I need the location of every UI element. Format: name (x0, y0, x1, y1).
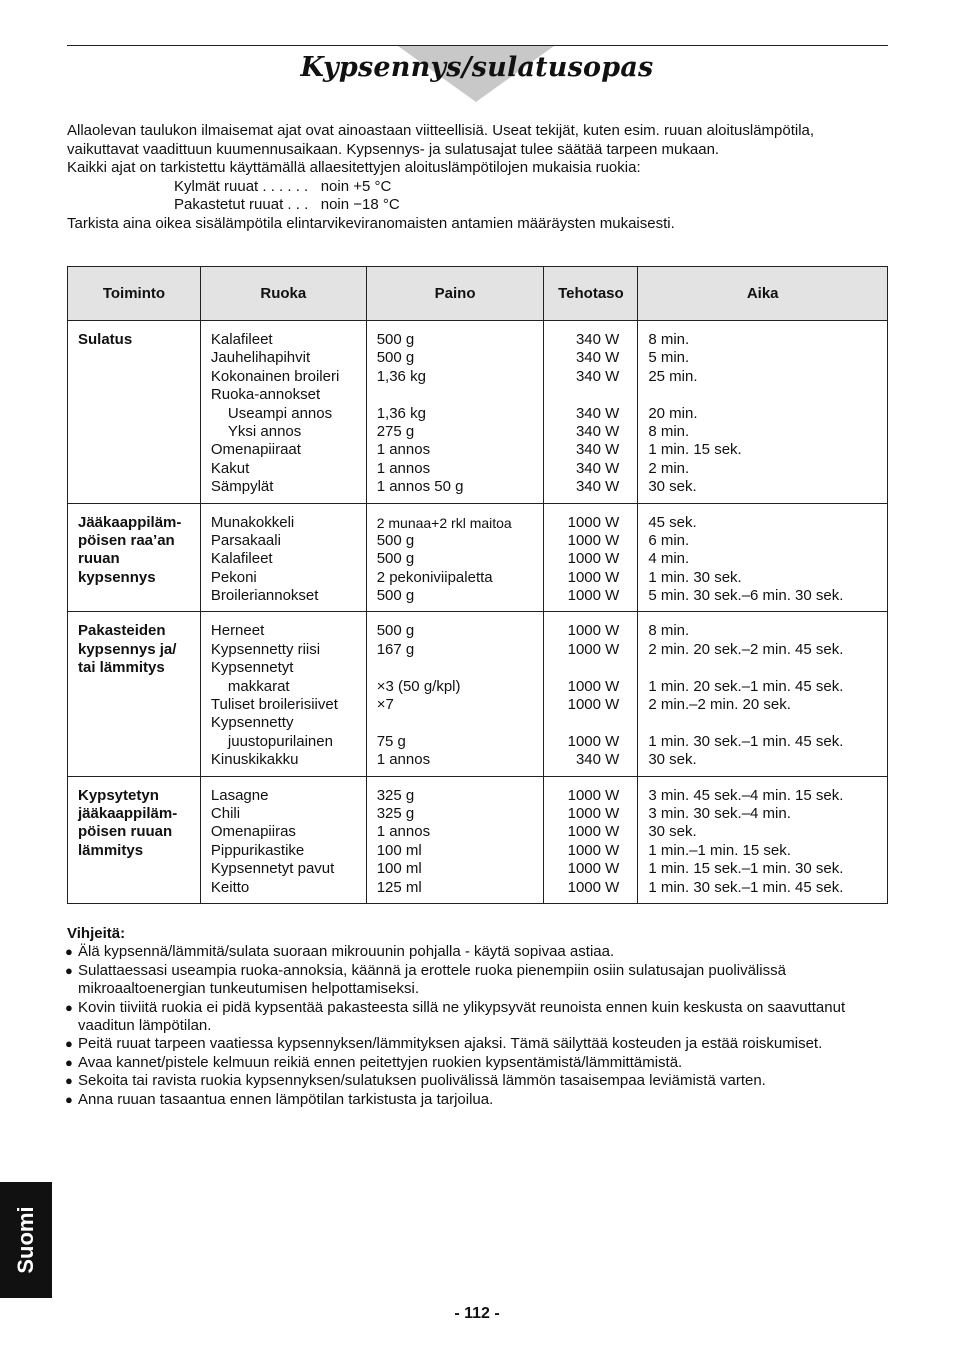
cell-line (554, 386, 619, 404)
cell-line: Pekoni (210, 568, 257, 586)
cell-line: 500 g (376, 622, 415, 640)
tips-heading: Vihjeitä: (67, 925, 126, 942)
cell-line: Lasagne (210, 786, 269, 804)
function-cell (68, 612, 201, 776)
cell-line: 340 W (575, 331, 620, 348)
cell-line: 3 min. 45 sek.–4 min. 15 sek. (648, 786, 844, 804)
cell-line: 340 W (575, 404, 620, 422)
cell-line: Chili (210, 804, 241, 822)
cell-line: 325 g (376, 786, 415, 804)
cell-line: 100 ml (376, 860, 422, 878)
cell-line: Kalafileet (210, 550, 273, 568)
cell-line: 500 g (376, 531, 415, 549)
table-row (68, 612, 888, 776)
cell-line (377, 386, 536, 404)
cell-line: 5 min. (648, 349, 690, 367)
cell-line: 340 W (575, 478, 620, 496)
cell-line: 340 W (575, 349, 620, 367)
tip-item (67, 1054, 889, 1072)
cell-line: Broileriannokset (210, 587, 319, 605)
cell-line (554, 714, 619, 732)
cell-line: Kypsennetty (210, 714, 294, 732)
cell-line: 500 g (376, 331, 415, 348)
cell-line: tai lämmitys (78, 659, 165, 677)
cell-line: 25 min. (648, 367, 698, 385)
cell-line: Kypsennetty riisi (210, 640, 321, 658)
cell-line: Sulatus (78, 331, 133, 348)
cell-line: 275 g (376, 422, 415, 440)
cell-line: 1000 W (567, 513, 620, 531)
cell-line: kypsennys (78, 568, 156, 586)
cell-line: 340 W (575, 441, 620, 459)
cell-line: Pippurikastike (210, 841, 305, 859)
food-cell (200, 503, 366, 612)
tip-text: Sulattaessasi useampia ruoka-annoksia, käännä ja erottele ruoka pienempiin osiin sulatusajan puolivälissä mikroaaltoenergian tunkeutumisen helpottamiseksi. (78, 961, 786, 998)
tip-text: Avaa kannet/pistele kelmuun reikiä ennen peitettyjen ruokien kypsentämistä/lämmittämistä. (78, 1053, 683, 1071)
cell-line: makkarat (227, 677, 290, 695)
cell-line: 500 g (376, 550, 415, 568)
cell-line: 8 min. (648, 422, 690, 440)
intro-paragraph: Allaolevan taulukon ilmaisemat ajat ovat ainoastaan viitteellisiä. Useat tekijät, kuten esim. ruuan aloituslämpötila, vaikuttavat vaadittuun kuumennusaikaan. Kypsennys- ja sulatusajat tulee säätää tarpeen mukaan. (67, 122, 815, 158)
cell-line: 500 g (376, 587, 415, 605)
cell-line: 125 ml (376, 878, 422, 896)
cell-line: 1,36 kg (376, 367, 426, 385)
cell-line: 1000 W (567, 786, 620, 804)
cell-line: 167 g (376, 640, 415, 658)
tips-list (67, 943, 889, 1109)
cell-line: Kakut (210, 459, 250, 477)
power-cell (544, 321, 638, 504)
bullet-icon: ● (65, 1091, 73, 1107)
function-cell (68, 776, 201, 903)
cell-line: Kokonainen broileri (210, 367, 340, 385)
cell-line: 1 min. 30 sek.–1 min. 45 sek. (648, 878, 844, 896)
cell-line: 1 annos (376, 459, 431, 477)
cell-line: 1000 W (567, 860, 620, 878)
intro-text (67, 122, 889, 233)
intro-paragraph: Tarkista aina oikea sisälämpötila elintarvikeviranomaisten antamien määräysten mukaisesti. (67, 214, 675, 232)
bullet-icon: ● (65, 1054, 73, 1070)
power-cell (544, 503, 638, 612)
cell-line: 75 g (376, 732, 406, 750)
tip-text: Kovin tiiviitä ruokia ei pidä kypsentää pakasteesta sillä ne ylikypsyvät reunoista ennen kuin keskusta on saavuttanut vaaditun lämpötilan. (78, 998, 846, 1035)
cold-food-temperature: Kylmät ruuat . . . . . . noin +5 °C (174, 177, 392, 195)
cell-line: Yksi annos (227, 422, 302, 440)
time-cell (638, 321, 888, 504)
function-cell (68, 321, 201, 504)
time-cell (638, 503, 888, 612)
tip-item (67, 999, 889, 1036)
tip-item (67, 1072, 889, 1090)
table-row (68, 321, 888, 504)
cell-line: 1 min.–1 min. 15 sek. (648, 841, 791, 859)
cell-line: 1 annos (376, 441, 431, 459)
cell-line: 8 min. (648, 331, 690, 348)
bullet-icon: ● (65, 999, 73, 1015)
cell-line: 45 sek. (648, 513, 697, 531)
cell-line: Jääkaappiläm- (78, 513, 182, 531)
cell-line: 340 W (575, 459, 620, 477)
cell-line: 1000 W (567, 732, 620, 750)
bullet-icon: ● (65, 944, 73, 960)
weight-cell (366, 503, 544, 612)
cell-line: 1000 W (567, 587, 620, 605)
food-cell (200, 612, 366, 776)
cell-line: juustopurilainen (227, 732, 333, 750)
cell-line: 3 min. 30 sek.–4 min. (648, 804, 791, 822)
cell-line: 1 min. 30 sek. (648, 568, 742, 586)
tip-item (67, 1091, 889, 1109)
cell-line (648, 659, 879, 677)
page-number: - 112 - (454, 1305, 500, 1322)
tip-item (67, 962, 889, 999)
cell-line: 6 min. (648, 531, 690, 549)
cell-line: 20 min. (648, 404, 698, 422)
cell-line: pöisen ruuan (78, 823, 173, 841)
column-header: Ruoka (200, 267, 366, 321)
frozen-food-temperature: Pakastetut ruuat . . . noin −18 °C (174, 196, 400, 213)
cell-line: 1000 W (567, 841, 620, 859)
cell-line (554, 659, 619, 677)
tip-text: Anna ruuan tasaantua ennen lämpötilan tarkistusta ja tarjoilua. (78, 1090, 494, 1108)
food-cell (200, 776, 366, 903)
cell-line: Jauhelihapihvit (210, 349, 311, 367)
cell-line: 340 W (575, 367, 620, 385)
cell-line: 1 min. 30 sek.–1 min. 45 sek. (648, 732, 844, 750)
cell-line: kypsennys ja/ (78, 640, 177, 658)
cell-line: 1 annos (376, 751, 431, 769)
cell-line: 2 min.–2 min. 20 sek. (648, 696, 791, 714)
weight-cell (366, 612, 544, 776)
cell-line: Kinuskikakku (210, 751, 299, 769)
power-cell (544, 776, 638, 903)
cell-line: 4 min. (648, 550, 690, 568)
language-tab-label: Suomi (13, 1206, 38, 1274)
cell-line (377, 659, 536, 677)
cell-line: Munakokkeli (210, 513, 295, 531)
bullet-icon: ● (65, 1036, 73, 1052)
cell-line: Ruoka-annokset (210, 386, 321, 404)
cell-line: 500 g (376, 349, 415, 367)
cell-line: 1000 W (567, 640, 620, 658)
tip-item (67, 943, 889, 961)
cell-line: 5 min. 30 sek.–6 min. 30 sek. (648, 587, 844, 605)
cell-line: 1000 W (567, 568, 620, 586)
cell-line: 8 min. (648, 622, 690, 640)
cell-line: 1 min. 15 sek.–1 min. 30 sek. (648, 860, 844, 878)
cooking-guide-table (67, 266, 888, 904)
cell-line: Kypsennetyt (210, 659, 294, 677)
cell-line: 325 g (376, 804, 415, 822)
bullet-icon: ● (65, 962, 73, 978)
cell-line: Tuliset broilerisiivet (210, 696, 338, 714)
page-title: Kypsennys/sulatusopas (300, 52, 654, 83)
column-header: Toiminto (68, 267, 201, 321)
function-cell (68, 503, 201, 612)
cell-line: Keitto (210, 878, 250, 896)
cell-line: Parsakaali (210, 531, 281, 549)
cell-line: lämmitys (78, 841, 144, 859)
column-header: Aika (638, 267, 888, 321)
cell-line: 1 min. 15 sek. (648, 441, 742, 459)
cell-line: pöisen raa’an (78, 531, 175, 549)
column-header: Tehotaso (544, 267, 638, 321)
tip-text: Peitä ruuat tarpeen vaatiessa kypsennyksen/lämmityksen ajaksi. Tämä säilyttää kosteuden ja estää roiskumiset. (78, 1035, 823, 1053)
cell-line: 1000 W (567, 878, 620, 896)
cell-line: 30 sek. (648, 478, 697, 496)
column-header: Paino (366, 267, 544, 321)
cell-line: Omenapiiraat (210, 441, 301, 459)
cell-line: Sämpylät (210, 478, 274, 496)
weight-cell (366, 776, 544, 903)
cell-line: Omenapiiras (210, 823, 296, 841)
cell-line: Pakasteiden (78, 622, 166, 640)
cell-line: 1 annos (376, 823, 431, 841)
cell-line: 340 W (575, 422, 620, 440)
cell-line: ruuan (78, 550, 120, 568)
cell-line: 2 min. (648, 459, 690, 477)
cell-line: 1 min. 20 sek.–1 min. 45 sek. (648, 677, 844, 695)
cell-line: 1000 W (567, 804, 620, 822)
tip-text: Älä kypsennä/lämmitä/sulata suoraan mikrouunin pohjalla - käytä sopivaa astiaa. (78, 943, 615, 961)
cell-line: 340 W (575, 751, 620, 769)
intro-paragraph: Kaikki ajat on tarkistettu käyttämällä allaesitettyjen aloituslämpötilojen mukaisia ruokia: (67, 159, 641, 176)
weight-cell (366, 321, 544, 504)
table-row (68, 776, 888, 903)
cell-line: 1000 W (567, 622, 620, 640)
table-row (68, 503, 888, 612)
cell-line: 1000 W (567, 550, 620, 568)
table-header-row (68, 267, 888, 321)
cell-line: 100 ml (376, 841, 422, 859)
tip-item (67, 1035, 889, 1053)
cell-line: 2 min. 20 sek.–2 min. 45 sek. (648, 640, 844, 658)
cell-line: 30 sek. (648, 823, 697, 841)
cell-line: Useampi annos (227, 404, 333, 422)
cell-line: 1,36 kg (376, 404, 426, 422)
cell-line: Kypsytetyn (78, 786, 159, 804)
time-cell (638, 776, 888, 903)
bullet-icon: ● (65, 1073, 73, 1089)
cell-line: 1000 W (567, 696, 620, 714)
cell-line: 1000 W (567, 823, 620, 841)
cell-line (648, 386, 879, 404)
cell-line: 2 munaa+2 rkl maitoa (376, 514, 512, 531)
cell-line: jääkaappiläm- (78, 804, 178, 822)
cell-line (648, 714, 879, 732)
tip-text: Sekoita tai ravista ruokia kypsennyksen/sulatuksen puolivälissä lämmön tasaisempaa leviämistä varten. (78, 1072, 766, 1090)
cell-line: 1 annos 50 g (376, 478, 464, 496)
cell-line: ×7 (376, 696, 394, 714)
cell-line: ×3 (50 g/kpl) (376, 677, 461, 695)
cell-line: 2 pekoniviipaletta (376, 568, 493, 586)
power-cell (544, 612, 638, 776)
cell-line: 1000 W (567, 531, 620, 549)
cell-line (377, 714, 536, 732)
tips-section (67, 925, 889, 1109)
time-cell (638, 612, 888, 776)
cell-line: 1000 W (567, 677, 620, 695)
cell-line: Kalafileet (210, 331, 273, 348)
cell-line: Kypsennetyt pavut (210, 860, 335, 878)
cell-line: Herneet (210, 622, 265, 640)
language-tab (0, 1182, 52, 1298)
food-cell (200, 321, 366, 504)
cell-line: 30 sek. (648, 751, 697, 769)
